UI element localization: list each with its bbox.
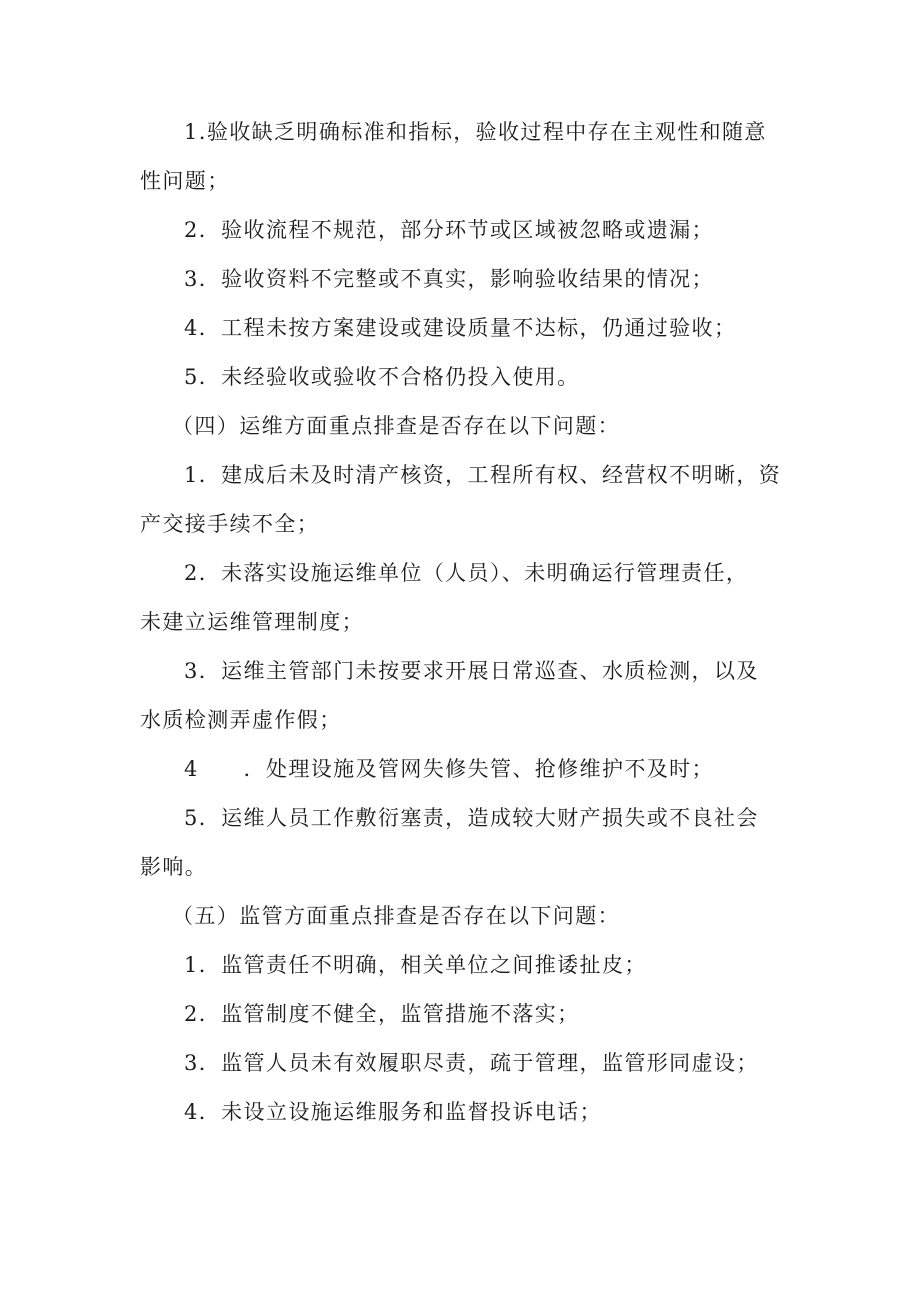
text-line: 1．建成后未及时清产核资，工程所有权、经营权不明晰，资 [184,463,782,487]
text-line: 性问题； [140,169,230,193]
list-item [140,941,790,990]
section-heading [140,892,790,941]
text-line: 2．未落实设施运维单位（人员）、未明确运行管理责任， [184,561,749,585]
list-item [140,794,790,892]
text-line: 2．验收流程不规范，部分环节或区域被忽略或遗漏； [184,218,714,242]
list-item [140,549,790,647]
text-line: （五）监管方面重点排查是否存在以下问题： [172,904,620,928]
text-line: 4 ．处理设施及管网失修失管、抢修维护不及时； [184,757,714,781]
text-line: 5．未经验收或验收不合格仍投入使用。 [184,365,580,389]
text-line: 3．验收资料不完整或不真实，影响验收结果的情况； [184,267,714,291]
list-item [140,745,790,794]
section-heading [140,402,790,451]
text-line: （四）运维方面重点排查是否存在以下问题： [172,414,620,438]
text-line: 产交接手续不全； [140,512,320,536]
text-line: 水质检测弄虚作假； [140,708,342,732]
list-item [140,1039,790,1088]
list-item [140,990,790,1039]
text-line: 4．未设立设施运维服务和监督投诉电话； [184,1100,602,1124]
text-line: 未建立运维管理制度； [140,610,364,634]
list-item [140,1088,790,1137]
list-item [140,647,790,745]
list-item [140,108,790,206]
list-item [140,255,790,304]
document-body [140,108,790,1137]
list-item [140,353,790,402]
text-line: 3．监管人员未有效履职尽责，疏于管理，监管形同虚设； [184,1051,759,1075]
text-line: 1．监管责任不明确，相关单位之间推诿扯皮； [184,953,647,977]
text-line: 4．工程未按方案建设或建设质量不达标，仍通过验收； [184,316,737,340]
text-line: 5．运维人员工作敷衍塞责，造成较大财产损失或不良社会 [184,806,759,830]
list-item [140,206,790,255]
text-line: 2．监管制度不健全，监管措施不落实； [184,1002,580,1026]
list-item [140,451,790,549]
text-line: 影响。 [140,855,208,879]
text-line: 1.验收缺乏明确标准和指标，验收过程中存在主观性和随意 [184,120,767,144]
list-item [140,304,790,353]
text-line: 3．运维主管部门未按要求开展日常巡查、水质检测，以及 [184,659,759,683]
